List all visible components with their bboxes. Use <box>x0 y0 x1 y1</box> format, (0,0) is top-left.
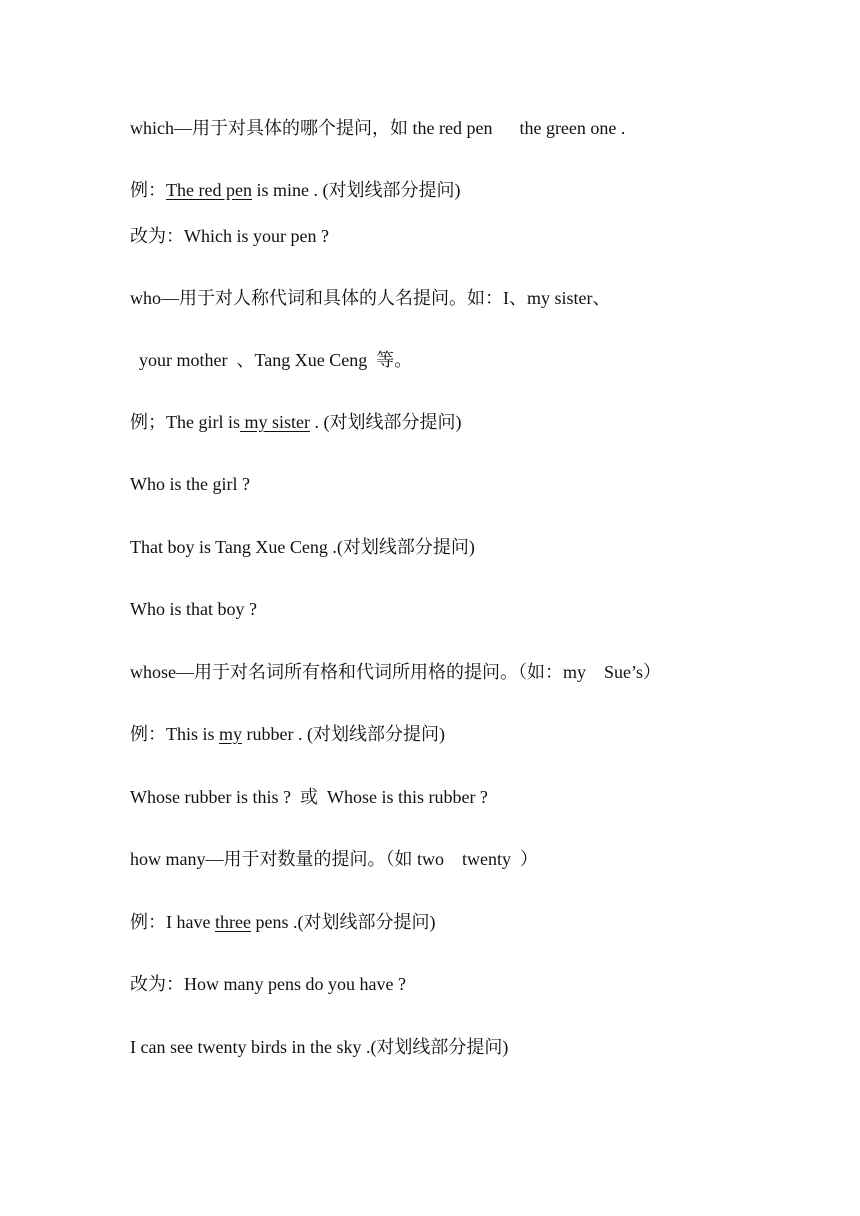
example-label: 例：I have <box>130 912 215 932</box>
example-who <box>130 410 462 434</box>
example-rest: pens .(对划线部分提问) <box>250 912 436 932</box>
example-label: 例；The girl is <box>130 412 240 432</box>
example-who-2: That boy is Tang Xue Ceng .(对划线部分提问) <box>130 537 475 557</box>
example-whose-answer: Whose rubber is this ? 或 Whose is this rubber ? <box>130 787 488 807</box>
underlined-phrase: my <box>219 724 243 744</box>
example-how-many-2: I can see twenty birds in the sky .(对划线部分提问) <box>130 1037 509 1057</box>
example-which-answer: 改为：Which is your pen ? <box>130 226 329 246</box>
who-definition-continued: your mother 、Tang Xue Ceng 等。 <box>130 350 413 370</box>
which-definition: which—用于对具体的哪个提问，如 the red pen the green one . <box>130 118 626 138</box>
example-label: 例：This is <box>130 724 220 744</box>
underlined-phrase: three <box>214 912 251 932</box>
underlined-phrase: The red pen <box>166 180 252 200</box>
example-label: 例： <box>130 180 166 200</box>
who-definition: who—用于对人称代词和具体的人名提问。如：I、my sister、 <box>130 288 611 308</box>
example-who-answer: Who is the girl ? <box>130 474 250 494</box>
whose-definition: whose—用于对名词所有格和代词所用格的提问。（如：my Sue’s） <box>130 662 661 682</box>
example-whose <box>130 722 445 746</box>
example-which <box>130 178 460 202</box>
example-rest: rubber . (对划线部分提问) <box>242 724 445 744</box>
underlined-phrase: my sister <box>240 412 310 432</box>
example-how-many <box>130 910 435 934</box>
example-who-2-answer: Who is that boy ? <box>130 599 257 619</box>
example-rest: is mine . (对划线部分提问) <box>251 180 461 200</box>
example-how-many-answer: 改为：How many pens do you have ? <box>130 974 406 994</box>
example-rest: . (对划线部分提问) <box>310 412 462 432</box>
how-many-definition: how many—用于对数量的提问。（如 two twenty ） <box>130 849 538 869</box>
